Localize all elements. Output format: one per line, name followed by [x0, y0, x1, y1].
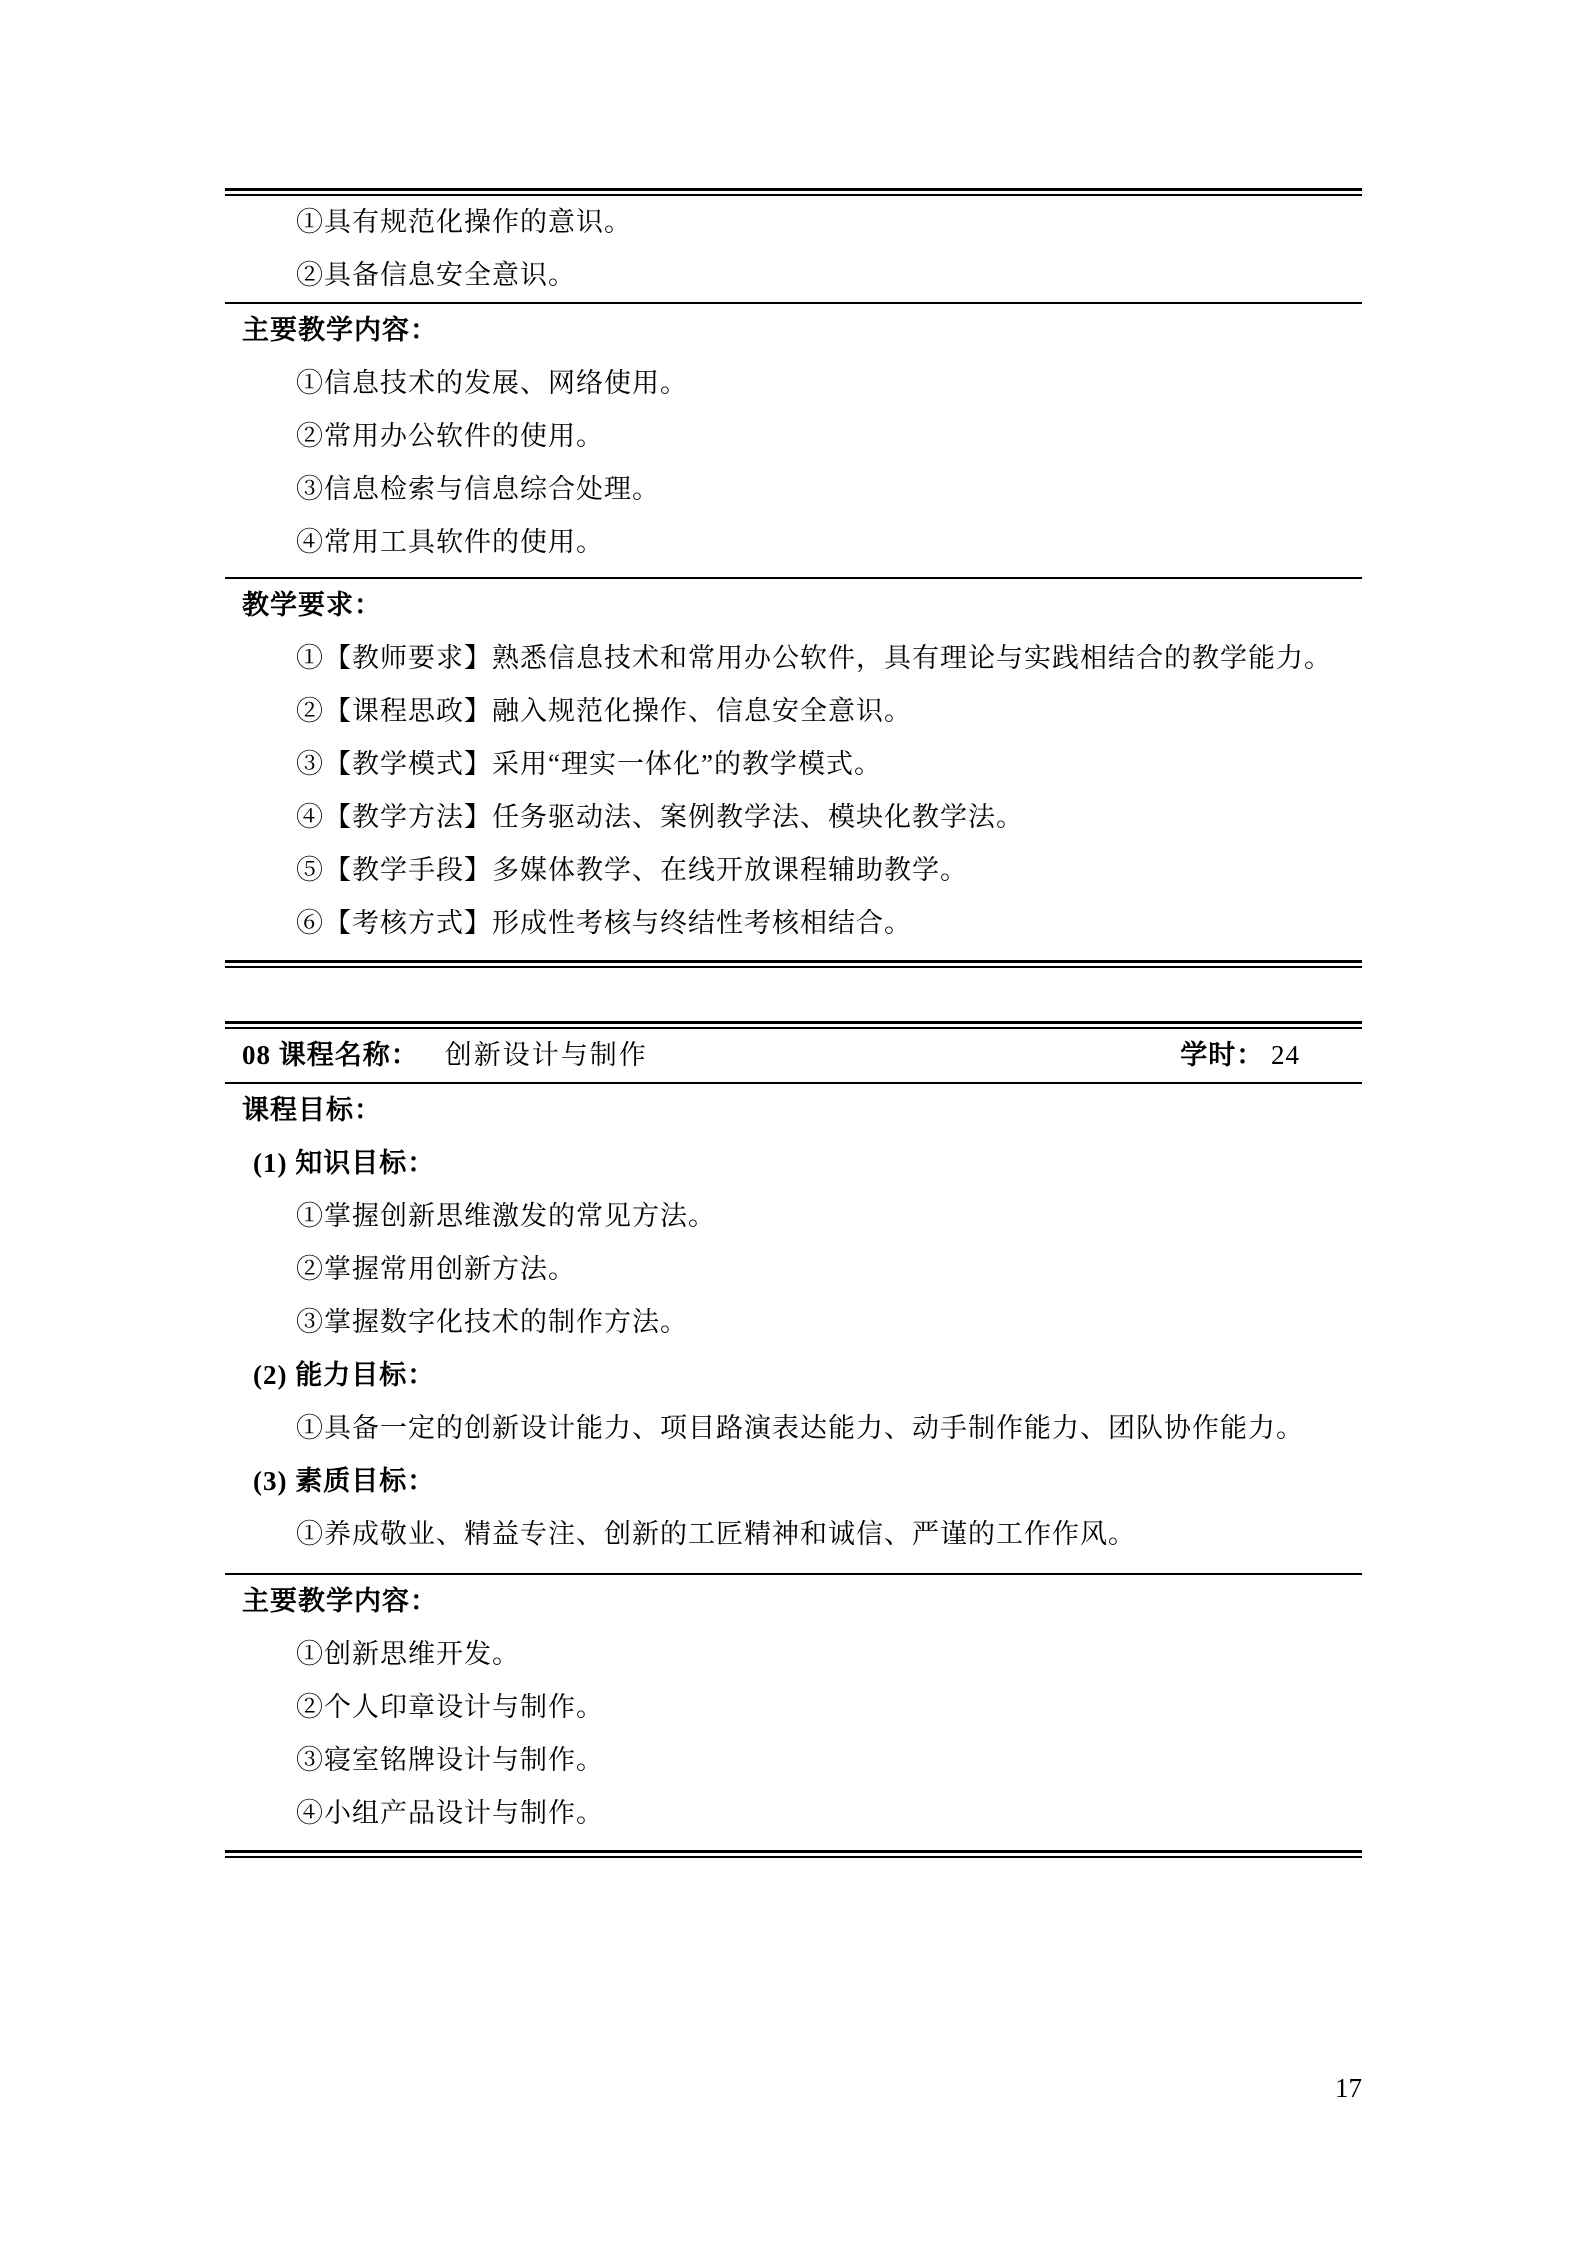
list-item: ③【教学模式】采用“理实一体化”的教学模式。: [296, 749, 882, 779]
table2-bottom-border: [225, 1850, 1362, 1858]
list-item: ①掌握创新思维激发的常见方法。: [296, 1201, 716, 1231]
list-item: ①养成敬业、精益专注、创新的工匠精神和诚信、严谨的工作作风。: [296, 1519, 1136, 1549]
table1-main-content-list: [225, 357, 1362, 569]
list-item: ①信息技术的发展、网络使用。: [296, 368, 688, 398]
page-content: [225, 0, 1362, 1858]
list-item: ③掌握数字化技术的制作方法。: [296, 1307, 688, 1337]
table1-main-content-header: 主要教学内容：: [242, 315, 438, 345]
list-item: ④常用工具软件的使用。: [296, 527, 604, 557]
list-item: ④小组产品设计与制作。: [296, 1798, 604, 1828]
goal-subheader: (3) 素质目标：: [253, 1466, 436, 1496]
table1-bottom-border: [225, 960, 1362, 968]
table1-requirements-list: [225, 632, 1362, 950]
list-item: ②个人印章设计与制作。: [296, 1692, 604, 1722]
list-item: ①具有规范化操作的意识。: [296, 207, 632, 237]
list-item: ③信息检索与信息综合处理。: [296, 474, 660, 504]
table1-intro-list: [225, 196, 1362, 302]
top-margin: [225, 0, 1362, 188]
list-item: ②具备信息安全意识。: [296, 260, 576, 290]
list-item: ⑤【教学手段】多媒体教学、在线开放课程辅助教学。: [296, 855, 968, 885]
goal-group-quality: [225, 1455, 1362, 1561]
goal-list: [225, 1508, 1362, 1561]
goal-subheader: (2) 能力目标：: [253, 1360, 436, 1390]
goal-group-knowledge: [225, 1137, 1362, 1349]
list-item: ④【教学方法】任务驱动法、案例教学法、模块化教学法。: [296, 802, 1024, 832]
table2-main-content-header: 主要教学内容：: [242, 1586, 438, 1616]
course-number-label: 08 课程名称：: [242, 1040, 419, 1070]
course-title-row: [225, 1029, 1362, 1082]
course-name: 创新设计与制作: [444, 1040, 648, 1070]
table1-requirements-header: 教学要求：: [242, 590, 382, 620]
goal-list: [225, 1402, 1362, 1455]
list-item: ②【课程思政】融入规范化操作、信息安全意识。: [296, 696, 912, 726]
hours-label: 学时：: [1180, 1040, 1265, 1070]
goal-list: [225, 1190, 1362, 1349]
goal-subheader: (1) 知识目标：: [253, 1148, 436, 1178]
list-item: ②掌握常用创新方法。: [296, 1254, 576, 1284]
table2-goals-header: 课程目标：: [242, 1095, 382, 1125]
list-item: ③寝室铭牌设计与制作。: [296, 1745, 604, 1775]
table2-main-content-list: [225, 1628, 1362, 1840]
list-item: ①具备一定的创新设计能力、项目路演表达能力、动手制作能力、团队协作能力。: [296, 1413, 1304, 1443]
list-item: ⑥【考核方式】形成性考核与终结性考核相结合。: [296, 908, 912, 938]
table2-top-border: [225, 1021, 1362, 1029]
tables-gap: [225, 968, 1362, 1021]
list-item: ①【教师要求】熟悉信息技术和常用办公软件，具有理论与实践相结合的教学能力。: [296, 643, 1332, 673]
goal-group-ability: [225, 1349, 1362, 1455]
list-item: ②常用办公软件的使用。: [296, 421, 604, 451]
course-hours: [1180, 1029, 1300, 1082]
hours-value: 24: [1271, 1040, 1300, 1070]
table1-top-border: [225, 188, 1362, 196]
list-item: ①创新思维开发。: [296, 1639, 520, 1669]
page-number: 17: [1335, 2073, 1362, 2103]
